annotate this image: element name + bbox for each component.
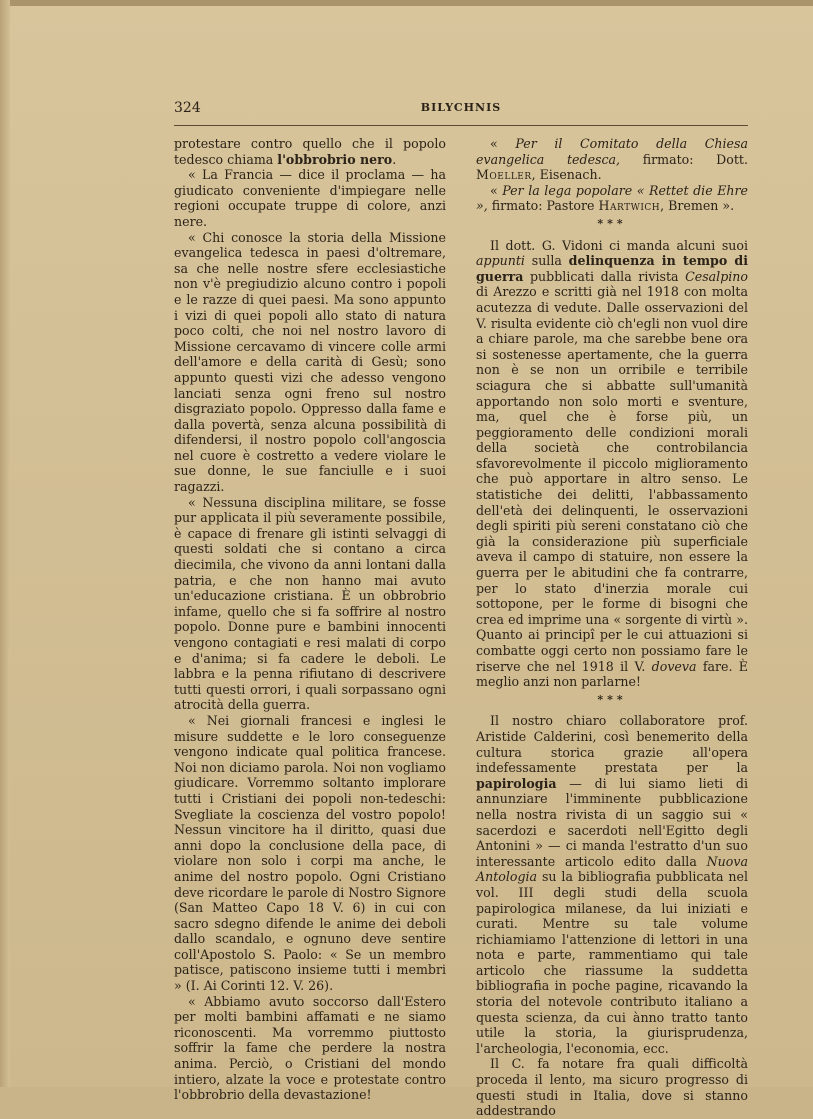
paragraph: Il C. fa notare fra quali difficoltà proceda il lento, ma sicuro progresso di questi studi in Italia, dove si stanno addestrando — [476, 1056, 748, 1119]
page-header — [174, 100, 748, 120]
page-top-edge — [0, 0, 813, 6]
left-column — [174, 136, 446, 1103]
paragraph: « Abbiamo avuto soccorso dall'Estero per molti bambini affamati e ne siamo riconoscenti. Ma vorremmo piuttosto soffrir la fame che perdere la nostra anima. Perciò, o Cristiani del mondo intiero, alzate la voce e protestate contro l'obbrobrio della devastazione! — [174, 993, 446, 1103]
paragraph: Il nostro chiaro collaboratore prof. Aristide Calderini, così benemerito della cultura storica grazie all'opera indefessamente prestata per la papirologia — di lui siamo lieti di annunziare l'imminente pubblicazione nella nostra rivista di un saggio sui « sacerdozi e sacerdoti nell'Egitto degli Antonini » — ci manda l'estratto d'un suo interessante articolo edito dalla Nuova Antologia su la bibliografia pubblicata nel vol. III degli studi della scuola papirologica milanese, da lui iniziati e curati. Mentre su tale volume richiamiamo l'attenzione di lettori in una nota e parte, rammentiamo qui tale articolo che riassume la suddetta bibliografia in poche pagine, ricavando la storia del notevole contributo italiano a questa scienza, da cui ànno tratto tanto utile la storia, la giurisprudenza, l'archeologia, l'economia, ecc. — [476, 713, 748, 1056]
running-title: BILYCHNIS — [420, 101, 502, 114]
section-separator: *** — [597, 692, 627, 706]
header-rule — [174, 125, 748, 126]
right-column — [476, 136, 748, 1119]
paragraph: protestare contro quello che il popolo tedesco chiama l'obbrobrio nero. — [174, 136, 446, 167]
page-left-edge — [0, 0, 10, 1087]
signature-line: « Per il Comitato della Chiesa evangelica tedesca, firmato: Dott. Moeller, Eisenach. — [476, 136, 748, 183]
signature-line: « Per la lega popolare « Rettet die Ehre », firmato: Pastore Hartwich, Bremen ». — [476, 182, 748, 214]
section-separator: *** — [597, 216, 627, 230]
paragraph: « Chi conosce la storia della Missione evangelica tedesca in paesi d'oltremare, sa che nelle nostre sfere ecclesiastiche non v'è pregiudizio alcuno contro i popoli e le razze di quei paesi. Ma sono appunto i vizi di quei popoli allo stato di natura poco colti, che noi nel nostro lavoro di Missione cercavamo di vincere colle armi dell'amore e della carità di Gesù; sono appunto questi vizi che adesso vengono lanciati senza ogni freno sul nostro disgraziato popolo. Oppresso dalla fame e dalla povertà, senza alcuna possibilità di difendersi, il nostro popolo coll'angoscia nel cuore è costretto a vedere violare le sue donne, le sue fanciulle e i suoi ragazzi. — [174, 229, 446, 495]
paragraph: « La Francia — dice il proclama — ha giudicato conveniente d'impiegare nelle regioni occupate truppe di colore, anzi nere. — [174, 167, 446, 229]
page-number: 324 — [174, 100, 201, 116]
paragraph: « Nessuna disciplina militare, se fosse pur applicata il più severamente possibile, è capace di frenare gli istinti selvaggi di questi soldati che si contano a circa diecimila, che vivono da anni lontani dalla patria, e che non hanno mai avuto un'educazione cristiana. È un obbrobrio infame, quello che si fa soffrire al nostro popolo. Donne pure e bambini innocenti vengono contagiati e resi malati di corpo e d'anima; si fa cadere le deboli. Le labbra e la penna rifiutano di descrivere tutti questi orrori, i quali sorpassano ogni atrocità della guerra. — [174, 494, 446, 713]
paragraph: « Nei giornali francesi e inglesi le misure suddette e le loro conseguenze vengono indicate qual politica francese. Noi non diciamo parola. Noi non vogliamo giudicare. Vorremmo soltanto implorare tutti i Cristiani dei popoli non-tedeschi: Svegliate la coscienza del vostro popolo! Nessun vincitore ha il diritto, quasi due anni dopo la conclusione della pace, di violare non solo i corpi ma anche, le anime del nostro popolo. Ogni Cristiano deve ricordare le parole di Nostro Signore (San Matteo Capo 18 V. 6) in cui con sacro sdegno difende le anime dei deboli dallo scandalo, e ognuno deve sentire coll'Apostolo S. Paolo: « Se un membro patisce, patiscono insieme tutti i membri » (I. Ai Corinti 12. V. 26). — [174, 712, 446, 994]
paragraph: Il dott. G. Vidoni ci manda alcuni suoi appunti sulla delinquenza in tempo di guerra pubblicati dalla rivista Cesalpino di Arezzo e scritti già nel 1918 con molta acutezza di vedute. Dalle osservazioni del V. risulta evidente ciò ch'egli non vuol dire a chiare parole, ma che sarebbe bene ora si sostenesse apertamente, che la guerra non è se non un orribile e terribile sciagura che si abbatte sull'umanità apportando non solo morti e sventure, ma, quel che è forse più, un peggioramento delle condizioni morali della società che controbilancia sfavorevolmente il piccolo miglioramento che può apportare in altro senso. Le statistiche dei delitti, l'abbassamento dell'età dei delinquenti, le osservazioni degli spiriti più sereni constatano ciò che già la considerazione più superficiale aveva il campo di statuire, non essere la guerra per le abitudini che fa contrarre, per lo stato d'inerzia morale cui sottopone, per le forme di bisogni che crea ed imprime una « sorgente di virtù ». Quanto ai principî per le cui attuazioni si combatte oggi certo non possiamo fare le riserve che nel 1918 il V. doveva fare. È meglio anzi non parlarne! — [476, 237, 749, 690]
